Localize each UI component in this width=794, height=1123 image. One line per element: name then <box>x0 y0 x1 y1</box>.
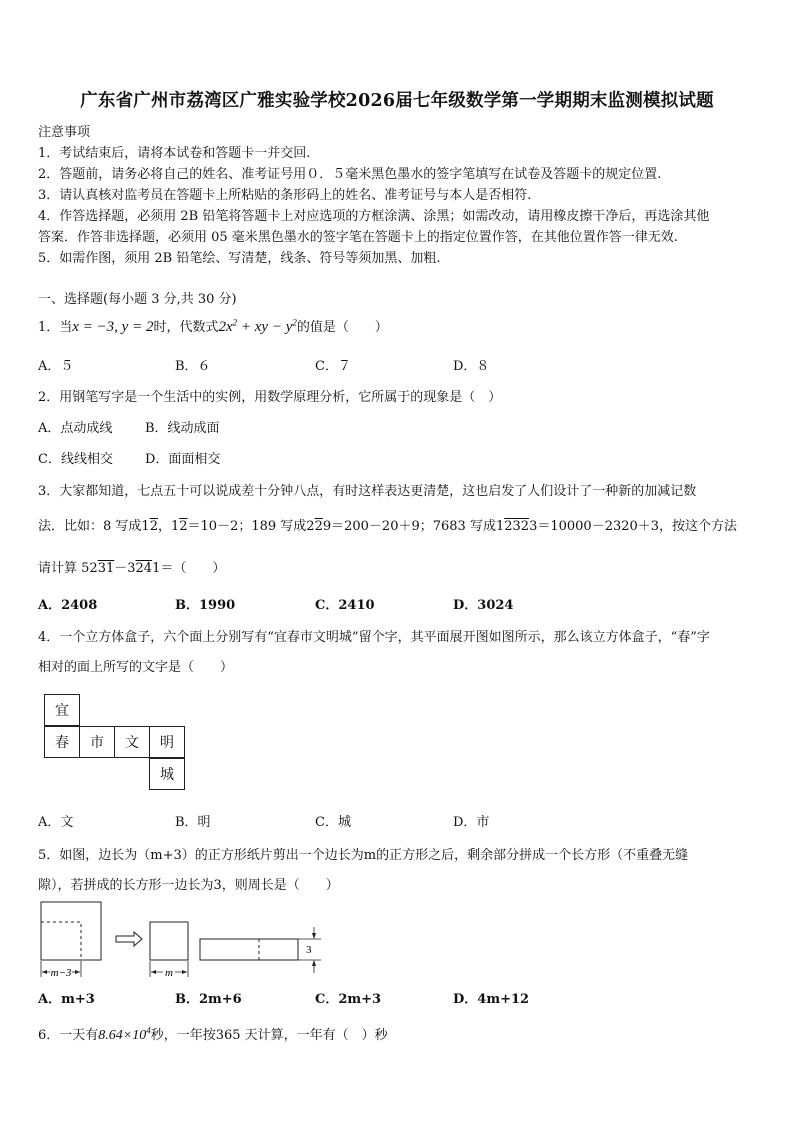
q3-bar-digit: 24 <box>135 561 153 576</box>
label-m-minus-3: m−3 <box>50 967 72 979</box>
q1-condition: x = −3, y = 2 <box>72 319 154 335</box>
q5-option-b[interactable]: B．2m+6 <box>175 992 242 1007</box>
question-6-stem <box>38 1024 388 1044</box>
q1-expr-b: + xy − y <box>237 319 293 335</box>
q3-bar-digit: 2 <box>149 519 158 534</box>
arrow-icon <box>116 932 142 946</box>
q4-option-a[interactable]: A．文 <box>38 815 74 830</box>
q3-option-c[interactable]: C．2410 <box>315 598 375 613</box>
q1-sup: 2 <box>292 317 297 328</box>
notice-heading: 注意事项 <box>38 125 91 140</box>
q4-option-d[interactable]: D．市 <box>453 815 490 830</box>
small-square <box>150 922 188 960</box>
q1-prefix: 1．当 <box>38 320 73 335</box>
result-rectangle <box>200 939 298 960</box>
net-cell: 春 <box>44 726 80 758</box>
q3-text: 9＝200－20＋9；7683 写成1 <box>322 519 505 534</box>
q3-text: 1＝（ ） <box>152 561 226 576</box>
square-cut-figure <box>36 897 336 983</box>
q3-bar-digit: 232 <box>504 519 530 534</box>
q6-sup: 4 <box>146 1025 151 1036</box>
notice-item: 2．答题前，请务必将自己的姓名、准考证号用０．５毫米黑色墨水的签字笔填写在试卷及答题卡的规定位置. <box>38 167 662 182</box>
q6-number: 8.64×10 <box>98 1028 147 1043</box>
q3-bar-digit: 2 <box>314 519 323 534</box>
q3-text: 3＝10000－2320＋3，按这个方法 <box>529 519 738 534</box>
big-square <box>41 902 101 960</box>
net-cell: 明 <box>149 726 185 758</box>
q3-option-b[interactable]: B．1990 <box>175 598 236 613</box>
q3-option-d[interactable]: D．3024 <box>453 598 514 613</box>
q5-option-d[interactable]: D．4m+12 <box>453 992 530 1007</box>
q5-option-a[interactable]: A．m+3 <box>38 992 95 1007</box>
notice-item: 5．如需作图，须用 2B 铅笔绘、写清楚，线条、符号等须加黑、加粗. <box>38 251 441 266</box>
q1-option-b[interactable]: B．６ <box>175 359 211 374</box>
net-cell: 市 <box>79 726 115 758</box>
label-3: 3 <box>306 944 312 956</box>
question-3-line1: 3．大家都知道，七点五十可以说成差十分钟八点，有时这样表达更清楚，这也启发了人们设计了一种新的加减记数 <box>38 484 697 499</box>
question-2-stem: 2．用钢笔写字是一个生活中的实例，用数学原理分析，它所属于的现象是（ ） <box>38 390 502 405</box>
q1-expr-a: 2x <box>218 319 233 335</box>
notice-item: 4．作答选择题，必须用 2B 铅笔将答题卡上对应选项的方框涂满、涂黑；如需改动，请用橡皮擦干净后，再选涂其他 <box>38 209 710 224</box>
q3-text: －3 <box>114 561 136 576</box>
q1-option-d[interactable]: D．８ <box>453 359 490 374</box>
question-4-line2: 相对的面上所写的文字是（ ） <box>38 660 234 675</box>
cut-dashed-line <box>41 922 81 960</box>
question-1-stem <box>38 316 388 336</box>
page-title: 广东省广州市荔湾区广雅实验学校2026届七年级数学第一学期期末监测模拟试题 <box>80 91 714 111</box>
net-cell: 文 <box>114 726 150 758</box>
q2-option-a[interactable]: A．点动成线 <box>38 421 113 436</box>
q5-option-c[interactable]: C．2m+3 <box>315 992 382 1007</box>
notice-item: 答案．作答非选择题，必须用 05 毫米黑色墨水的签字笔在答题卡上的指定位置作答，在其他位置作答一律无效. <box>38 230 678 245</box>
q3-text: ＝10－2；189 写成2 <box>187 519 315 534</box>
q2-option-b[interactable]: B．线动成面 <box>145 421 220 436</box>
notice-item: 1．考试结束后，请将本试卷和答题卡一并交回. <box>38 146 311 161</box>
q4-option-c[interactable]: C．城 <box>315 815 351 830</box>
q1-option-c[interactable]: C．７ <box>315 359 351 374</box>
q1-mid: 时，代数式 <box>153 320 219 335</box>
question-5-line1: 5．如图，边长为（m+3）的正方形纸片剪出一个边长为m的正方形之后，剩余部分拼成一个长方形（不重叠无缝 <box>38 848 689 863</box>
net-cell: 宜 <box>44 694 80 726</box>
q3-bar-digit: 2 <box>179 519 188 534</box>
q1-suffix: 的值是（ ） <box>296 320 388 335</box>
q3-bar-digit: 31 <box>97 561 115 576</box>
question-3-line2 <box>38 515 737 534</box>
q2-option-d[interactable]: D．面面相交 <box>145 452 221 467</box>
q6-text: 6．一天有 <box>38 1028 99 1043</box>
question-5-line2: 隙），若拼成的长方形一边长为3，则周长是（ ） <box>38 878 339 893</box>
question-4-line1: 4．一个立方体盒子，六个面上分别写有“宜春市文明城”留个字，其平面展开图如图所示，那么该立方体盒子，“春”字 <box>38 630 710 645</box>
q3-text: 法．比如：8 写成1 <box>38 519 150 534</box>
q3-option-a[interactable]: A．2408 <box>38 598 98 613</box>
notice-item: 3．请认真核对监考员在答题卡上所粘贴的条形码上的姓名、准考证号与本人是否相符. <box>38 188 532 203</box>
net-cell: 城 <box>149 758 185 790</box>
q1-option-a[interactable]: A．５ <box>38 359 74 374</box>
question-3-line3 <box>38 557 225 576</box>
q3-text: 请计算 52 <box>38 561 98 576</box>
label-m: m <box>165 967 173 979</box>
q3-text: ，1 <box>157 519 180 534</box>
q1-sup: 2 <box>232 317 238 328</box>
section-heading: 一、选择题(每小题 3 分,共 30 分) <box>38 292 237 307</box>
q4-option-b[interactable]: B．明 <box>175 815 211 830</box>
q6-text: 秒，一年按365 天计算，一年有（ ）秒 <box>150 1028 388 1043</box>
q2-option-c[interactable]: C．线线相交 <box>38 452 113 467</box>
